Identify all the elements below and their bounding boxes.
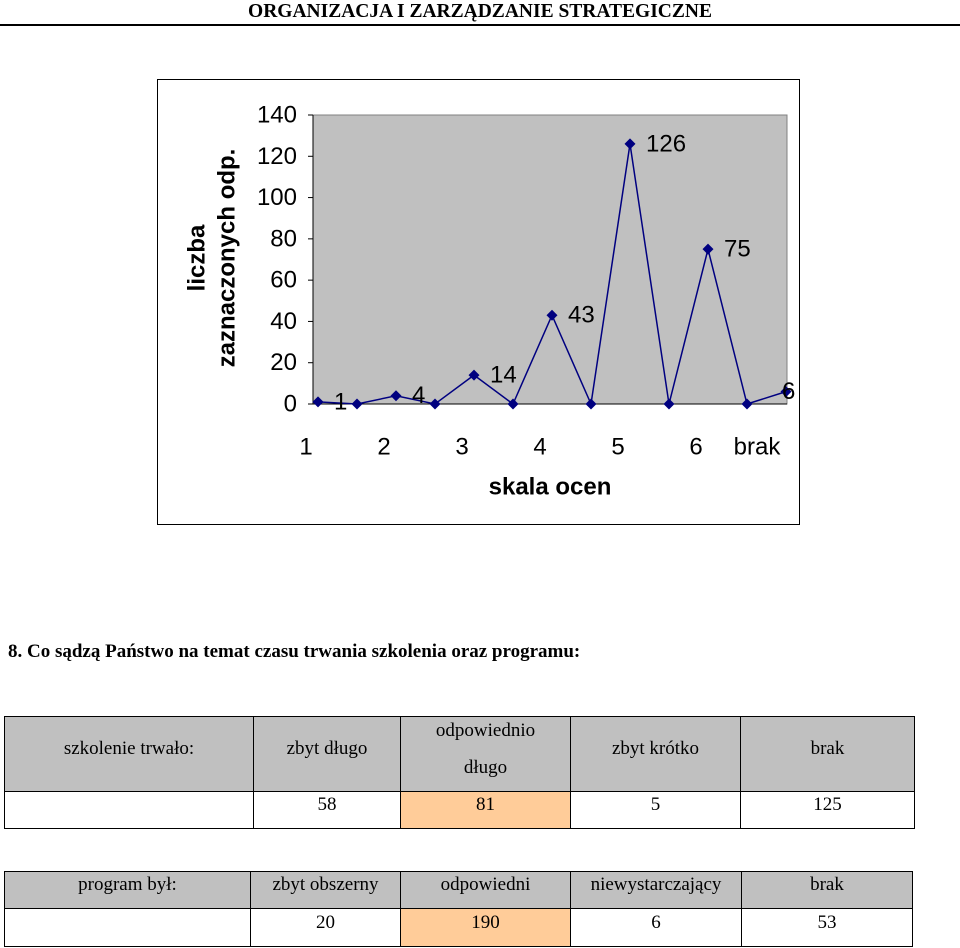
data-label: 4 — [412, 382, 426, 410]
duration-header-row — [5, 717, 915, 792]
program-value-row — [5, 909, 913, 947]
duration-table — [4, 716, 915, 829]
question-text: 8. Co sądzą Państwo na temat czasu trwania szkolenia oraz programu: — [8, 641, 581, 662]
program-header-none: brak — [742, 872, 913, 909]
duration-value-too-short: 5 — [571, 792, 741, 829]
y-tick-label: 100 — [256, 184, 297, 212]
y-tick-label: 20 — [270, 349, 297, 377]
chart — [157, 79, 801, 526]
y-tick-label: 40 — [270, 307, 297, 335]
y-axis-title-line-1: liczba — [183, 224, 211, 292]
data-label: 1 — [334, 388, 348, 416]
x-tick-label: 1 — [299, 433, 313, 461]
y-tick-label: 120 — [256, 142, 297, 170]
program-header-row — [5, 872, 913, 909]
duration-header-label: szkolenie trwało: — [5, 717, 254, 792]
plot-area — [313, 115, 787, 404]
duration-value-none: 125 — [741, 792, 915, 829]
duration-header-appropriate — [401, 717, 571, 792]
x-tick-label: 3 — [455, 433, 469, 461]
y-tick-label: 0 — [283, 390, 297, 418]
duration-value-row — [5, 792, 915, 829]
page-header-title: ORGANIZACJA I ZARZĄDZANIE STRATEGICZNE — [248, 1, 712, 22]
duration-value-appropriate: 81 — [401, 792, 571, 829]
header-rule — [0, 24, 960, 26]
program-value-none: 53 — [742, 909, 913, 947]
program-value-label — [5, 909, 251, 947]
data-label: 43 — [568, 301, 595, 329]
program-table — [4, 871, 913, 947]
y-axis-title-line-2: zaznaczonych odp. — [213, 148, 241, 368]
duration-header-too-short: zbyt krótko — [571, 717, 741, 792]
program-value-too-broad: 20 — [251, 909, 401, 947]
x-tick-label: 2 — [377, 433, 391, 461]
program-value-insufficient: 6 — [571, 909, 742, 947]
data-label: 75 — [724, 235, 751, 263]
x-tick-label: brak — [733, 433, 781, 461]
program-header-insufficient: niewystarczający — [571, 872, 742, 909]
program-header-appropriate: odpowiedni — [401, 872, 571, 909]
duration-value-too-long: 58 — [254, 792, 401, 829]
y-tick-label: 60 — [270, 266, 297, 294]
duration-header-too-long: zbyt długo — [254, 717, 401, 792]
x-tick-label: 4 — [533, 433, 547, 461]
program-header-too-broad: zbyt obszerny — [251, 872, 401, 909]
y-tick-label: 140 — [256, 101, 297, 129]
x-axis-title: skala ocen — [488, 473, 612, 501]
data-label: 126 — [646, 130, 687, 158]
data-label: 14 — [490, 361, 517, 389]
y-tick-label: 80 — [270, 225, 297, 253]
x-tick-label: 5 — [611, 433, 625, 461]
duration-header-appropriate-text: odpowiednio długo — [435, 720, 536, 778]
program-header-label: program był: — [5, 872, 251, 909]
duration-header-none: brak — [741, 717, 915, 792]
x-tick-label: 6 — [689, 433, 703, 461]
data-label: 6 — [782, 378, 796, 406]
program-value-appropriate: 190 — [401, 909, 571, 947]
duration-value-label — [5, 792, 254, 829]
